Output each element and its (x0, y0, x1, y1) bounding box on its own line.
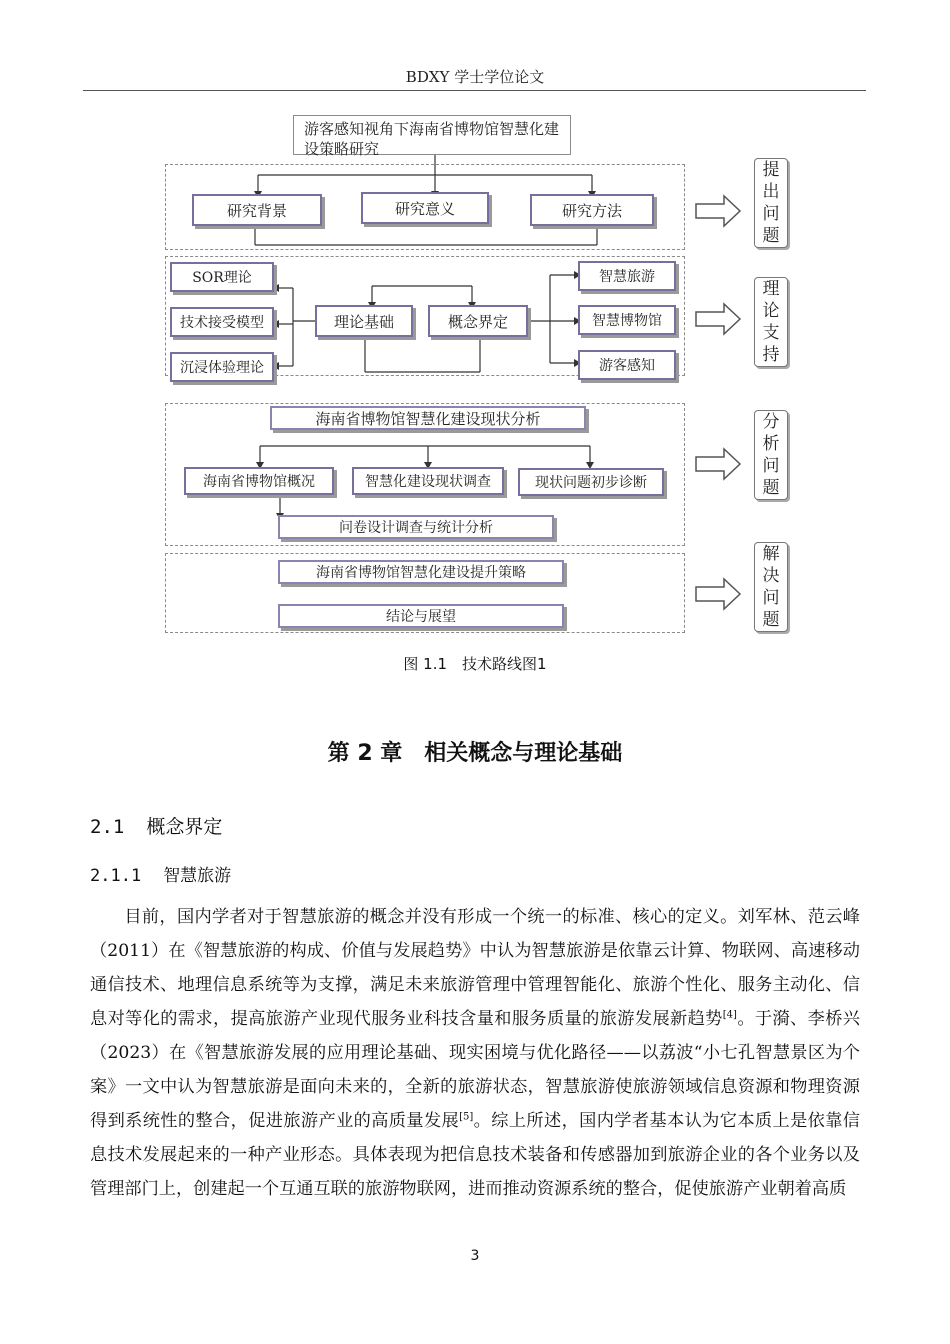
box-status-survey: 智慧化建设现状调查 (352, 467, 504, 495)
side-char: 提 (762, 160, 780, 180)
side-label-analyze-question (754, 410, 788, 500)
side-char: 题 (762, 610, 780, 630)
chapter-heading: 第 2 章 相关概念与理论基础 (327, 741, 623, 766)
side-char: 问 (762, 588, 780, 608)
paragraph-part-1: 目前，国内学者对于智慧旅游的概念并没有形成一个统一的标准、核心的定义。刘军林、范云峰（2011）在《智慧旅游的构成、价值与发展趋势》中认为智慧旅游是依靠云计算、物联网、高速移动通信技术、地理信息系统等为支撑，满足未来旅游管理中管理智能化、旅游个性化、服务主动化、信息对等化的需求，提高旅游产业现代服务业科技含量和服务质量的旅游发展新趋势 (90, 907, 860, 1029)
box-research-method: 研究方法 (530, 194, 654, 226)
side-char: 分 (762, 412, 780, 432)
box-theory-basis: 理论基础 (315, 305, 413, 337)
box-status-analysis: 海南省博物馆智慧化建设现状分析 (270, 406, 586, 430)
paragraph-part-2: 。于漪、李桥兴（2023）在《智慧旅游发展的应用理论基础、现实困境与优化路径——以荔波“小七孔智慧景区为个案》一文中认为智慧旅游是面向未来的，全新的旅游状态，智慧旅游使旅游领域信息资源和物理资源得到系统性的整合，促进旅游产业的高质量发展 (90, 1009, 860, 1131)
diagram-title-box: 游客感知视角下海南省博物馆智慧化建设策略研究 (293, 115, 571, 155)
box-concept-definition: 概念界定 (428, 305, 528, 337)
side-label-solve-question (754, 542, 788, 632)
box-sor-theory: SOR理论 (170, 262, 274, 292)
box-improvement-strategy: 海南省博物馆智慧化建设提升策略 (278, 560, 564, 584)
box-conclusion: 结论与展望 (278, 604, 564, 628)
box-tam-model: 技术接受模型 (170, 307, 274, 337)
side-char: 析 (762, 434, 780, 454)
side-char: 题 (762, 226, 780, 246)
citation-5[interactable]: [5] (459, 1111, 474, 1123)
side-char: 问 (762, 456, 780, 476)
subsection-title: 智慧旅游 (163, 866, 232, 886)
box-research-background: 研究背景 (192, 194, 322, 226)
box-questionnaire-analysis: 问卷设计调查与统计分析 (278, 515, 554, 539)
header-rule (83, 90, 866, 91)
running-header: BDXY 学士学位论文 (405, 68, 545, 86)
citation-4[interactable]: [4] (722, 1009, 737, 1021)
page-number: 3 (470, 1248, 480, 1264)
figure-caption: 图 1.1 技术路线图1 (403, 655, 547, 673)
subsection-heading (90, 861, 231, 886)
side-label-raise-question (754, 158, 788, 248)
side-char: 决 (762, 566, 780, 586)
body-paragraph (90, 900, 860, 1206)
technical-roadmap-diagram (150, 110, 800, 640)
box-research-significance: 研究意义 (361, 192, 489, 224)
side-char: 支 (762, 323, 780, 343)
side-char: 持 (762, 345, 780, 365)
side-label-theory-support (754, 277, 788, 367)
side-char: 论 (762, 301, 780, 321)
box-immersion-theory: 沉浸体验理论 (170, 352, 274, 382)
box-smart-tourism: 智慧旅游 (578, 261, 676, 291)
box-museum-overview: 海南省博物馆概况 (184, 467, 334, 495)
box-smart-museum: 智慧博物馆 (578, 305, 676, 335)
side-char: 题 (762, 478, 780, 498)
section-heading (90, 812, 222, 839)
side-char: 解 (762, 544, 780, 564)
box-problem-diagnosis: 现状问题初步诊断 (518, 468, 664, 496)
side-char: 理 (762, 279, 780, 299)
section-number: 2.1 (90, 816, 125, 838)
section-title: 概念界定 (146, 816, 223, 838)
side-char: 出 (762, 182, 780, 202)
side-char: 问 (762, 204, 780, 224)
paragraph-part-3: 。综上所述，国内学者基本认为它本质上是依靠信息技术发展起来的一种产业形态。具体表现为把信息技术装备和传感器加到旅游企业的各个业务以及管理部门上，创建起一个互通互联的旅游物联网，进而推动资源系统的整合，促使旅游产业朝着高质 (90, 1111, 860, 1199)
box-visitor-perception: 游客感知 (578, 350, 676, 380)
subsection-number: 2.1.1 (90, 866, 142, 886)
